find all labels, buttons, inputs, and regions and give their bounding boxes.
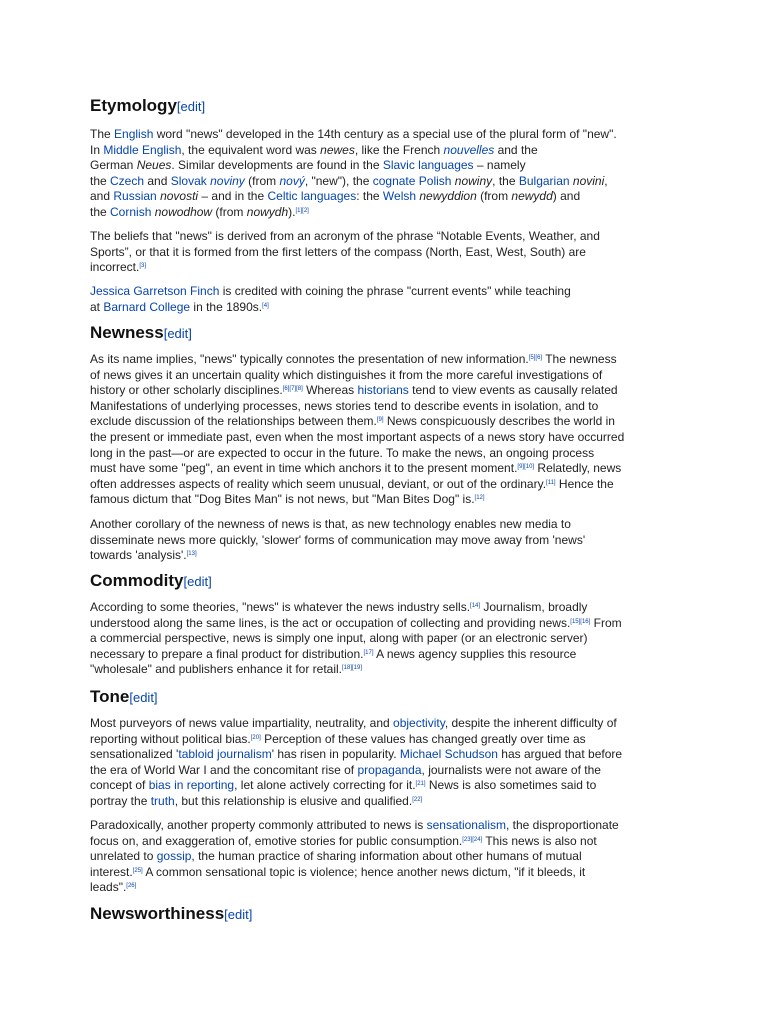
text-run: towards 'analysis'. bbox=[90, 548, 187, 563]
section-heading-tone bbox=[90, 686, 158, 709]
section-heading-etymology bbox=[90, 95, 205, 118]
edit-link[interactable]: [edit] bbox=[129, 690, 158, 705]
text-run: Relatedly, news bbox=[534, 461, 622, 476]
paragraph bbox=[90, 229, 690, 276]
text-run: has argued that before bbox=[497, 747, 623, 762]
citation-ref[interactable]: [18][19] bbox=[342, 665, 363, 672]
text-run: must have some "peg", an event in time which anchors it to the present moment. bbox=[90, 461, 518, 476]
citation-ref[interactable]: [25] bbox=[132, 867, 143, 874]
wiki-link[interactable]: tabloid journalism bbox=[178, 747, 272, 762]
text-run: famous dictum that "Dog Bites Man" is not news, but "Man Bites Dog" is. bbox=[90, 492, 475, 507]
wiki-link[interactable]: cognate bbox=[372, 173, 416, 188]
section-heading-newness bbox=[90, 322, 192, 345]
text-run: , despite the inherent difficulty of bbox=[444, 716, 617, 730]
wiki-link[interactable]: Cornish bbox=[110, 204, 152, 219]
text-run: , the disproportionate bbox=[505, 818, 619, 832]
text-run: A news agency supplies this resource bbox=[373, 646, 577, 661]
text-run: – and in the bbox=[198, 189, 268, 204]
text-run: (from bbox=[244, 173, 280, 188]
citation-ref[interactable]: [3] bbox=[139, 263, 147, 270]
paragraph bbox=[90, 352, 690, 508]
text-run: Most purveyors of news value impartiality, neutrality, and bbox=[90, 716, 394, 730]
text-run: Journalism, broadly bbox=[480, 600, 588, 614]
wiki-link[interactable]: gossip bbox=[156, 849, 192, 864]
citation-ref[interactable]: [17] bbox=[363, 649, 374, 656]
text-run: Whereas bbox=[302, 383, 358, 398]
text-run: novosti bbox=[160, 189, 199, 204]
text-run: ' has risen in popularity. bbox=[271, 747, 400, 762]
section-heading-text: Newsworthiness bbox=[90, 904, 225, 923]
section-heading-text: Newness bbox=[90, 323, 164, 342]
citation-ref[interactable]: [21] bbox=[415, 781, 426, 788]
text-run: German bbox=[90, 158, 137, 173]
text-run: (from bbox=[212, 204, 247, 219]
text-run: disseminate news more quickly, 'slower' forms of communication may move away from 'news' bbox=[90, 532, 586, 547]
text-run: the bbox=[90, 173, 111, 188]
text-run: the bbox=[90, 204, 111, 219]
section-heading-text: Etymology bbox=[90, 96, 177, 115]
paragraph bbox=[90, 127, 690, 221]
text-run: is credited with coining the phrase "current events" while teaching bbox=[219, 284, 571, 298]
section-heading-newsworthiness bbox=[90, 903, 252, 926]
text-run: , journalists were not aware of the bbox=[421, 762, 601, 777]
text-run: . Similar developments are found in the bbox=[171, 158, 383, 173]
text-run: tend to view events as causally related bbox=[408, 383, 618, 398]
paragraph bbox=[90, 818, 690, 896]
wiki-link[interactable]: Barnard College bbox=[103, 299, 191, 314]
paragraph bbox=[90, 517, 690, 564]
text-run: history or other scholarly disciplines. bbox=[90, 383, 283, 398]
citation-ref[interactable]: [14] bbox=[470, 603, 481, 609]
text-run: , "new"), the bbox=[304, 173, 373, 188]
citation-ref[interactable]: [12] bbox=[474, 495, 485, 502]
wiki-link[interactable]: propaganda bbox=[357, 762, 422, 777]
citation-ref[interactable]: [4] bbox=[262, 302, 269, 309]
text-run: exclude discussion of the relationships between them. bbox=[90, 414, 377, 429]
text-run: nowydh bbox=[246, 204, 289, 219]
text-run: nowiny bbox=[454, 173, 493, 188]
text-run: A common sensational topic is violence; hence another news dictum, "if it bleeds, it bbox=[142, 864, 586, 879]
citation-ref[interactable]: [15][16] bbox=[570, 618, 591, 625]
text-run: , but this relationship is elusive and qualified. bbox=[174, 793, 413, 808]
text-run: nowodhow bbox=[154, 204, 213, 219]
text-run: in the 1890s. bbox=[190, 299, 263, 314]
paragraph bbox=[90, 716, 690, 810]
citation-ref[interactable]: [1][2] bbox=[295, 207, 309, 214]
section-heading-text: Commodity bbox=[90, 571, 184, 590]
text-run: portray the bbox=[90, 793, 151, 808]
citation-ref[interactable]: [23][24] bbox=[462, 836, 483, 843]
text-run: novini bbox=[572, 173, 605, 188]
wiki-link[interactable]: Michael Schudson bbox=[399, 747, 498, 762]
wiki-link[interactable]: bias in reporting bbox=[148, 778, 235, 793]
text-run: a commercial perspective, news is simply one input, along with paper (or an electronic server) bbox=[90, 631, 588, 646]
wiki-link[interactable]: Welsh bbox=[382, 189, 417, 204]
text-run: and bbox=[144, 173, 171, 188]
citation-ref[interactable]: [6][7][8] bbox=[282, 386, 303, 393]
wiki-link[interactable]: Middle English bbox=[103, 142, 182, 157]
text-run: , let alone actively correcting for it. bbox=[234, 778, 416, 793]
paragraph bbox=[90, 600, 690, 678]
text-run: often addresses aspects of reality which seem unusual, deviant, or out of the ordinary. bbox=[90, 476, 547, 491]
wiki-link[interactable]: truth bbox=[150, 793, 175, 808]
text-run: sensationalized ' bbox=[90, 747, 179, 762]
wiki-link[interactable]: historians bbox=[357, 383, 409, 398]
text-run: : the bbox=[356, 189, 383, 204]
edit-link[interactable]: [edit] bbox=[224, 907, 253, 922]
citation-ref[interactable]: [5][6] bbox=[528, 355, 543, 361]
wiki-link[interactable]: English bbox=[114, 127, 154, 141]
text-run: Manifestations of underlying processes, news stories tend to describe events in isolation, and to bbox=[90, 398, 599, 413]
section-heading-commodity bbox=[90, 570, 212, 593]
wiki-link[interactable]: Slavic languages bbox=[382, 158, 474, 173]
text-run: Sports”, or that it is formed from the first letters of the compass (North, East, West, South) are bbox=[90, 244, 586, 259]
text-run: (from bbox=[476, 189, 512, 204]
text-run: of news gives it an uncertain quality which distinguishes it from the more careful investigations of bbox=[90, 367, 603, 382]
text-run: , the bbox=[492, 173, 519, 188]
text-run: reporting without political bias. bbox=[90, 731, 251, 746]
text-run: The bbox=[90, 127, 115, 141]
wiki-link[interactable]: sensationalism bbox=[426, 818, 506, 832]
text-run: and bbox=[90, 189, 114, 204]
text-run: long in the past—or are expected to occur in the future. To make the news, an ongoing process bbox=[90, 445, 595, 460]
citation-ref[interactable]: [26] bbox=[126, 883, 137, 890]
wiki-link[interactable]: Czech bbox=[110, 173, 145, 188]
text-run: newydd bbox=[511, 189, 553, 204]
text-run: News is also sometimes said to bbox=[425, 778, 597, 793]
text-run: the era of World War I and the concomitant rise of bbox=[90, 762, 358, 777]
text-run: Hence the bbox=[555, 476, 614, 491]
text-run: incorrect. bbox=[90, 260, 140, 275]
text-run: necessary to prepare a final product for distribution. bbox=[90, 646, 364, 661]
wiki-link[interactable]: Russian bbox=[113, 189, 157, 204]
paragraph bbox=[90, 284, 690, 315]
wiki-link[interactable]: noviny bbox=[210, 173, 245, 188]
wiki-link[interactable]: Polish bbox=[418, 173, 452, 188]
wiki-link[interactable]: objectivity bbox=[393, 716, 445, 730]
edit-link[interactable]: [edit] bbox=[163, 326, 192, 341]
text-run: As its name implies, "news" typically connotes the presentation of new information. bbox=[90, 352, 529, 366]
text-run: ) and bbox=[552, 189, 581, 204]
wiki-link[interactable]: Bulgarian bbox=[518, 173, 570, 188]
text-run: interest. bbox=[90, 864, 133, 879]
text-run: In bbox=[90, 142, 104, 157]
wiki-link[interactable]: Slovak bbox=[170, 173, 207, 188]
wiki-link[interactable]: nový bbox=[279, 173, 305, 188]
wiki-link[interactable]: Jessica Garretson Finch bbox=[90, 284, 220, 298]
text-run: "wholesale" and publishers enhance it for retail. bbox=[90, 662, 342, 677]
text-run: leads". bbox=[90, 880, 127, 895]
text-run: understood along the same lines, is the act or occupation of collecting and providing news. bbox=[90, 615, 571, 630]
citation-ref[interactable]: [20] bbox=[250, 734, 261, 741]
text-run: , like the French bbox=[354, 142, 444, 157]
text-run: at bbox=[90, 299, 104, 314]
citation-ref[interactable]: [9][10] bbox=[517, 464, 535, 471]
text-run: From bbox=[590, 615, 622, 630]
text-run: Perception of these values has changed greatly over time as bbox=[260, 731, 586, 746]
text-run: Another corollary of the newness of news is that, as new technology enables new media to bbox=[90, 517, 571, 531]
text-run: newes bbox=[320, 142, 355, 157]
section-heading-text: Tone bbox=[90, 687, 130, 706]
edit-link[interactable]: [edit] bbox=[183, 574, 212, 589]
text-run: word "news" developed in the 14th century as a special use of the plural form of "new". bbox=[153, 127, 617, 141]
citation-ref[interactable]: [11] bbox=[546, 479, 556, 486]
text-run: newyddion bbox=[419, 189, 477, 204]
text-run: and the bbox=[494, 142, 538, 157]
text-run: Paradoxically, another property commonly attributed to news is bbox=[90, 818, 427, 832]
text-run: Neues bbox=[136, 158, 172, 173]
text-run: the present or immediate past, even when the most important aspects of a news story have occurred bbox=[90, 429, 625, 444]
text-run: concept of bbox=[90, 778, 149, 793]
edit-link[interactable]: [edit] bbox=[176, 99, 206, 114]
citation-ref[interactable]: [13] bbox=[186, 551, 197, 558]
text-run: The beliefs that "news" is derived from an acronym of the phrase “Notable Events, Weather, and bbox=[90, 229, 600, 243]
text-run: , the human practice of sharing information about other humans of mutual bbox=[191, 849, 582, 864]
citation-ref[interactable]: [22] bbox=[412, 796, 423, 803]
text-run: ). bbox=[288, 204, 296, 219]
text-run: , bbox=[604, 173, 608, 188]
text-run: News conspicuously describes the world in bbox=[383, 414, 615, 429]
text-run: unrelated to bbox=[90, 849, 157, 864]
text-run: According to some theories, "news" is whatever the news industry sells. bbox=[90, 600, 471, 614]
wiki-link[interactable]: Celtic languages bbox=[267, 189, 357, 204]
text-run: focus on, and exaggeration of, emotive stories for public consumption. bbox=[90, 833, 463, 848]
wiki-link[interactable]: nouvelles bbox=[443, 142, 495, 157]
text-run: This news is also not bbox=[482, 833, 597, 848]
citation-ref[interactable]: [9] bbox=[376, 417, 384, 424]
text-run: , the equivalent word was bbox=[181, 142, 321, 157]
text-run: – namely bbox=[473, 158, 526, 173]
text-run: The newness bbox=[542, 352, 617, 366]
